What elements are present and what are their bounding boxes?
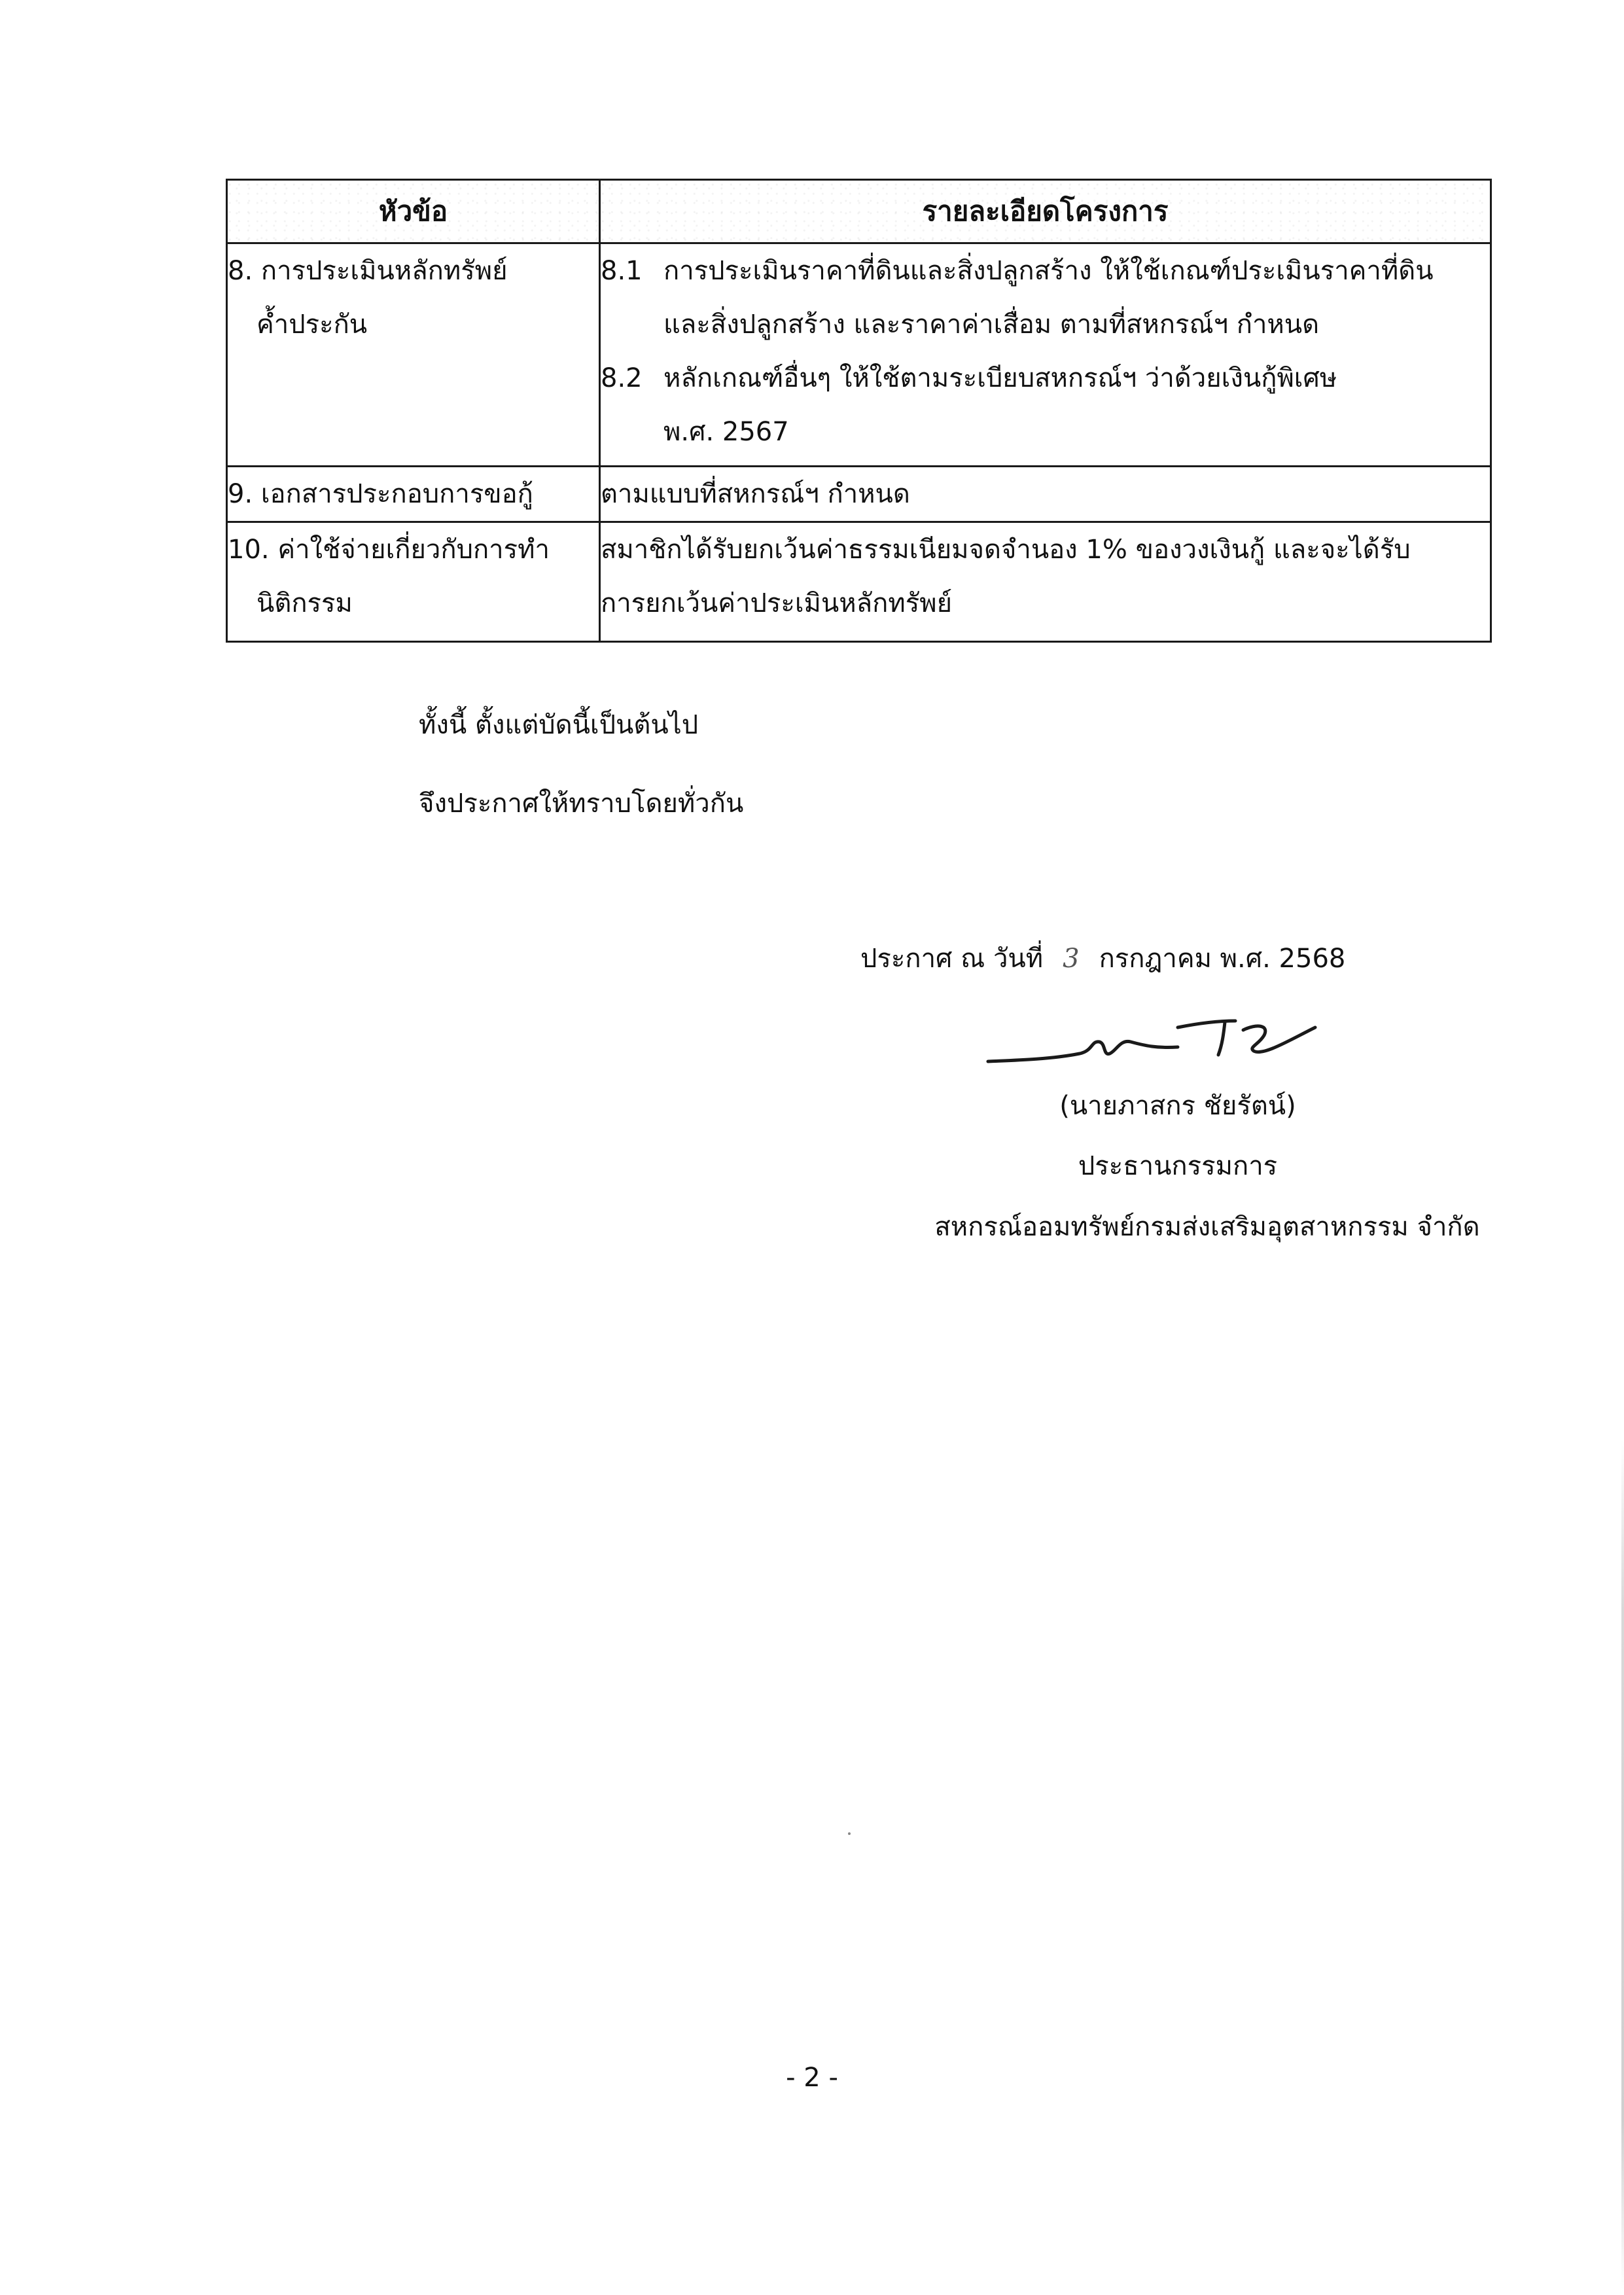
header-topic: หัวข้อ: [227, 180, 600, 243]
effective-statement: ทั้งนี้ ตั้งแต่บัดนี้เป็นต้นไป: [419, 710, 699, 740]
signatory-title: ประธานกรรมการ: [1078, 1151, 1278, 1181]
page-number: - 2 -: [786, 2063, 838, 2093]
sub-item-text: การประเมินราคาที่ดินและสิ่งปลูกสร้าง ให้ใช้เกณฑ์ประเมินราคาที่ดิน: [663, 256, 1434, 286]
announcement-prefix: ประกาศ ณ วันที่: [860, 944, 1044, 974]
topic-line: 8. การประเมินหลักทรัพย์: [228, 256, 508, 286]
signatory-organization: สหกรณ์ออมทรัพย์กรมส่งเสริมอุตสาหกรรม จำกัด: [934, 1212, 1480, 1242]
scan-edge-shadow: [1621, 1440, 1624, 2290]
table-row: [227, 243, 1491, 467]
detail-line-continued: การยกเว้นค่าประเมินหลักทรัพย์: [601, 588, 953, 618]
table-header-row: [227, 180, 1491, 243]
sub-item-number: 8.2: [601, 363, 643, 393]
table-row: [227, 467, 1491, 522]
signatory-name: (นายภาสกร ชัยรัตน์): [1059, 1091, 1296, 1121]
table-row: [227, 522, 1491, 642]
topic-line-continued: นิติกรรม: [256, 588, 353, 618]
detail-cell: [600, 467, 1491, 522]
header-detail: รายละเอียดโครงการ: [600, 180, 1491, 243]
announce-to-all-statement: จึงประกาศให้ทราบโดยทั่วกัน: [419, 789, 744, 819]
scan-speck: [848, 1832, 851, 1835]
sub-item-text: หลักเกณฑ์อื่นๆ ให้ใช้ตามระเบียบสหกรณ์ฯ ว่าด้วยเงินกู้พิเศษ: [663, 363, 1337, 393]
announcement-day: 3: [1063, 944, 1080, 974]
topic-cell: [227, 522, 600, 642]
sub-item-8-2: [601, 351, 1490, 405]
topic-cell: [227, 243, 600, 467]
project-details-table: [226, 179, 1492, 643]
topic-line: 9. เอกสารประกอบการขอกู้: [228, 479, 533, 509]
sub-item-text-continued: และสิ่งปลูกสร้าง และราคาค่าเสื่อม ตามที่สหกรณ์ฯ กำหนด: [663, 310, 1320, 340]
announcement-month-year: กรกฎาคม พ.ศ. 2568: [1099, 944, 1346, 974]
handwritten-signature: [981, 1001, 1322, 1073]
topic-line: 10. ค่าใช้จ่ายเกี่ยวกับการทำ: [228, 535, 550, 565]
detail-line: ตามแบบที่สหกรณ์ฯ กำหนด: [601, 479, 910, 509]
sub-item-text-continued: พ.ศ. 2567: [663, 417, 789, 447]
announcement-date-line: [860, 939, 1345, 978]
detail-cell: [600, 243, 1491, 467]
topic-line-continued: ค้ำประกัน: [256, 310, 368, 340]
topic-cell: [227, 467, 600, 522]
detail-line: สมาชิกได้รับยกเว้นค่าธรรมเนียมจดจำนอง 1% ของวงเงินกู้ และจะได้รับ: [601, 535, 1411, 565]
sub-item-number: 8.1: [601, 256, 643, 286]
sub-item-8-1: [601, 244, 1490, 298]
detail-cell: [600, 522, 1491, 642]
